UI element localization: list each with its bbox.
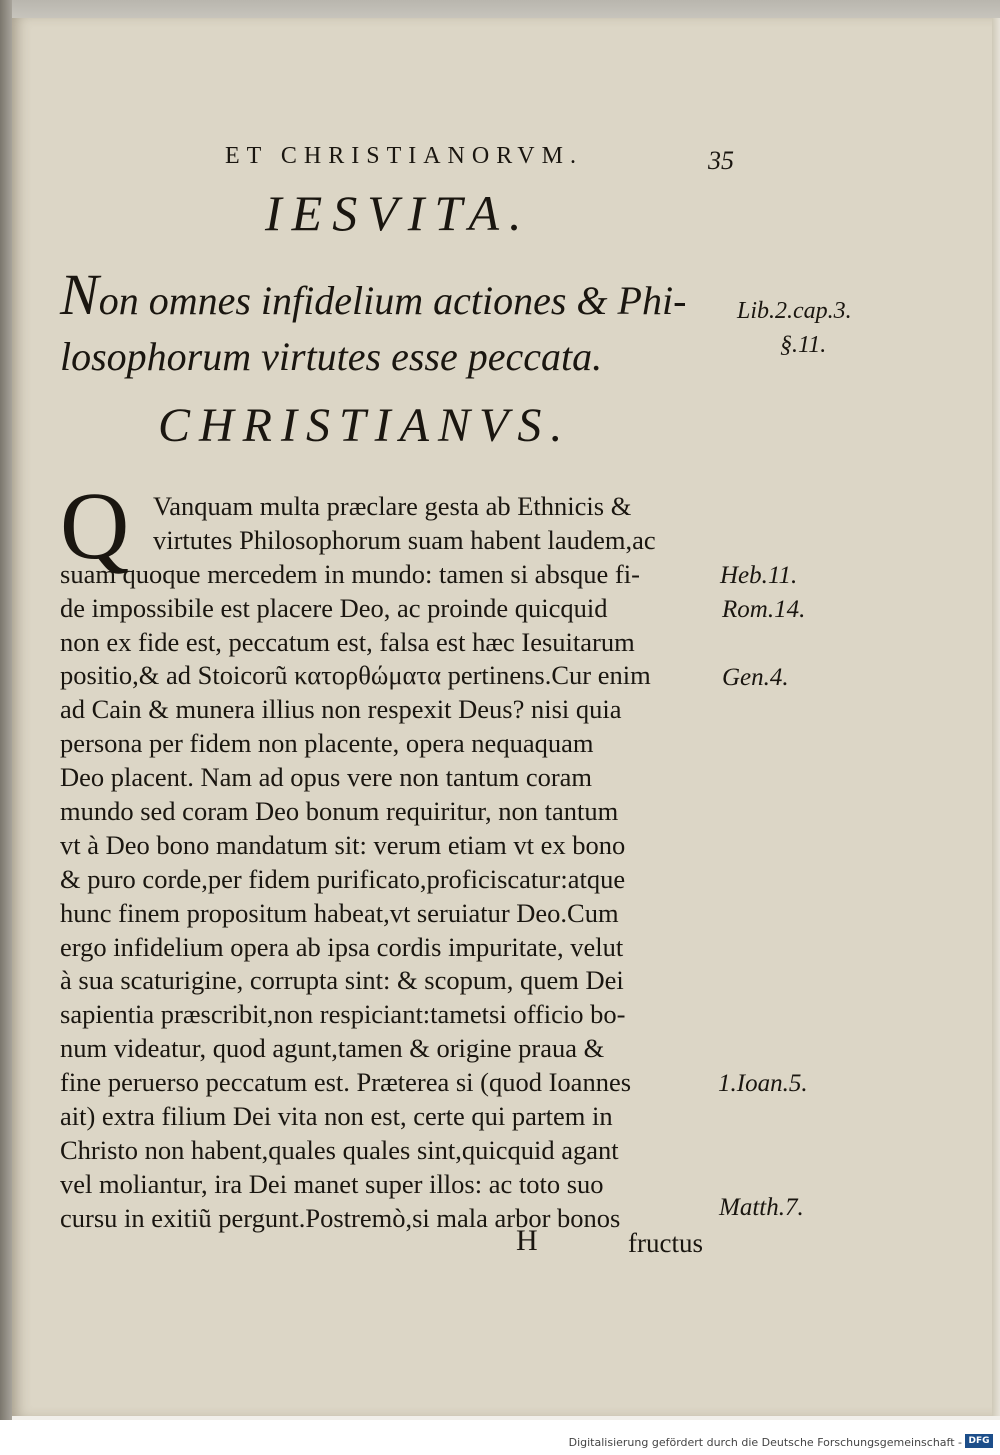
page-right-edge: [992, 18, 1000, 1416]
text-line: persona per fidem non placente, opera nequaquam: [60, 728, 594, 759]
text-line: de impossibile est placere Deo, ac proinde quicquid: [60, 592, 608, 623]
text-line: fine peruerso peccatum est. Præterea si (quod Ioannes: [60, 1067, 632, 1098]
thesis-margin-ref: Lib.2.cap.3.: [737, 298, 852, 324]
text-line: suam quoque mercedem in mundo: tamen si absque fi-: [60, 558, 640, 589]
margin-ref-genesis: Gen.4.: [722, 664, 789, 691]
text-line: num videatur, quod agunt,tamen & origine praua &: [60, 1033, 605, 1064]
text-line: non ex fide est, peccatum est, falsa est hæc Iesuitarum: [60, 626, 635, 657]
text-line: cursu in exitiũ pergunt.Postremò,si mala arbor bonos: [60, 1202, 621, 1233]
margin-ref-romans: Rom.14.: [722, 596, 806, 623]
text-line: positio,& ad Stoicorũ κατορθώματα pertinens.Cur enim: [60, 660, 651, 691]
text-line: Vanquam multa præclare gesta ab Ethnicis &: [153, 491, 632, 521]
margin-ref-matthew: Matth.7.: [719, 1194, 804, 1221]
text-line: ait) extra filium Dei vita non est, certe qui partem in: [60, 1101, 613, 1132]
thesis-initial: N: [60, 262, 99, 327]
text-line: ergo infidelium opera ab ipsa cordis impuritate, velut: [60, 931, 624, 962]
speaker-heading-jesuit: IESVITA.: [265, 185, 532, 241]
thesis-statement: [60, 262, 740, 382]
signature-mark: H: [516, 1224, 538, 1257]
book-cover-left-edge: [0, 0, 12, 1420]
text-line: ad Cain & munera illius non respexit Deus? nisi quia: [60, 694, 622, 725]
text-line: Deo placent. Nam ad opus vere non tantum coram: [60, 762, 593, 793]
thesis-line-1: on omnes infidelium actiones & Phi-: [98, 278, 687, 323]
funding-credit: Digitalisierung gefördert durch die Deutsche Forschungsgemeinschaft -: [568, 1436, 962, 1449]
text-line: vel moliantur, ira Dei manet super illos: ac toto suo: [60, 1168, 604, 1199]
text-line: vt à Deo bono mandatum sit: verum etiam vt ex bono: [60, 829, 626, 860]
text-line: hunc finem propositum habeat,vt seruiatur Deo.Cum: [60, 897, 619, 928]
thesis-margin-ref-section: §.11.: [780, 332, 827, 358]
text-line: mundo sed coram Deo bonum requiritur, non tantum: [60, 796, 619, 827]
margin-ref-hebrews: Heb.11.: [720, 562, 798, 589]
margin-ref-john: 1.Ioan.5.: [718, 1070, 808, 1097]
text-line: virtutes Philosophorum suam habent laudem,ac: [153, 524, 656, 555]
thesis-line: [60, 262, 740, 328]
text-line: Christo non habent,quales quales sint,quicquid agant: [60, 1134, 619, 1165]
page-number: 35: [708, 146, 734, 175]
running-head: ET CHRISTIANORVM.: [225, 143, 583, 169]
thesis-line-2: losophorum virtutes esse peccata.: [60, 334, 603, 379]
dfg-logo-icon: DFG: [965, 1434, 993, 1448]
text-line: à sua scaturigine, corrupta sint: & scopum, quem Dei: [60, 965, 624, 996]
text-line: & puro corde,per fidem purificato,proficiscatur:atque: [60, 863, 626, 894]
body-text: [60, 490, 725, 1236]
drop-capital: Q: [60, 472, 130, 579]
speaker-heading-christian: CHRISTIANVS.: [158, 399, 572, 452]
catchword: fructus: [628, 1228, 703, 1258]
text-line: sapientia præscribit,non respiciant:tametsi officio bo-: [60, 999, 626, 1030]
